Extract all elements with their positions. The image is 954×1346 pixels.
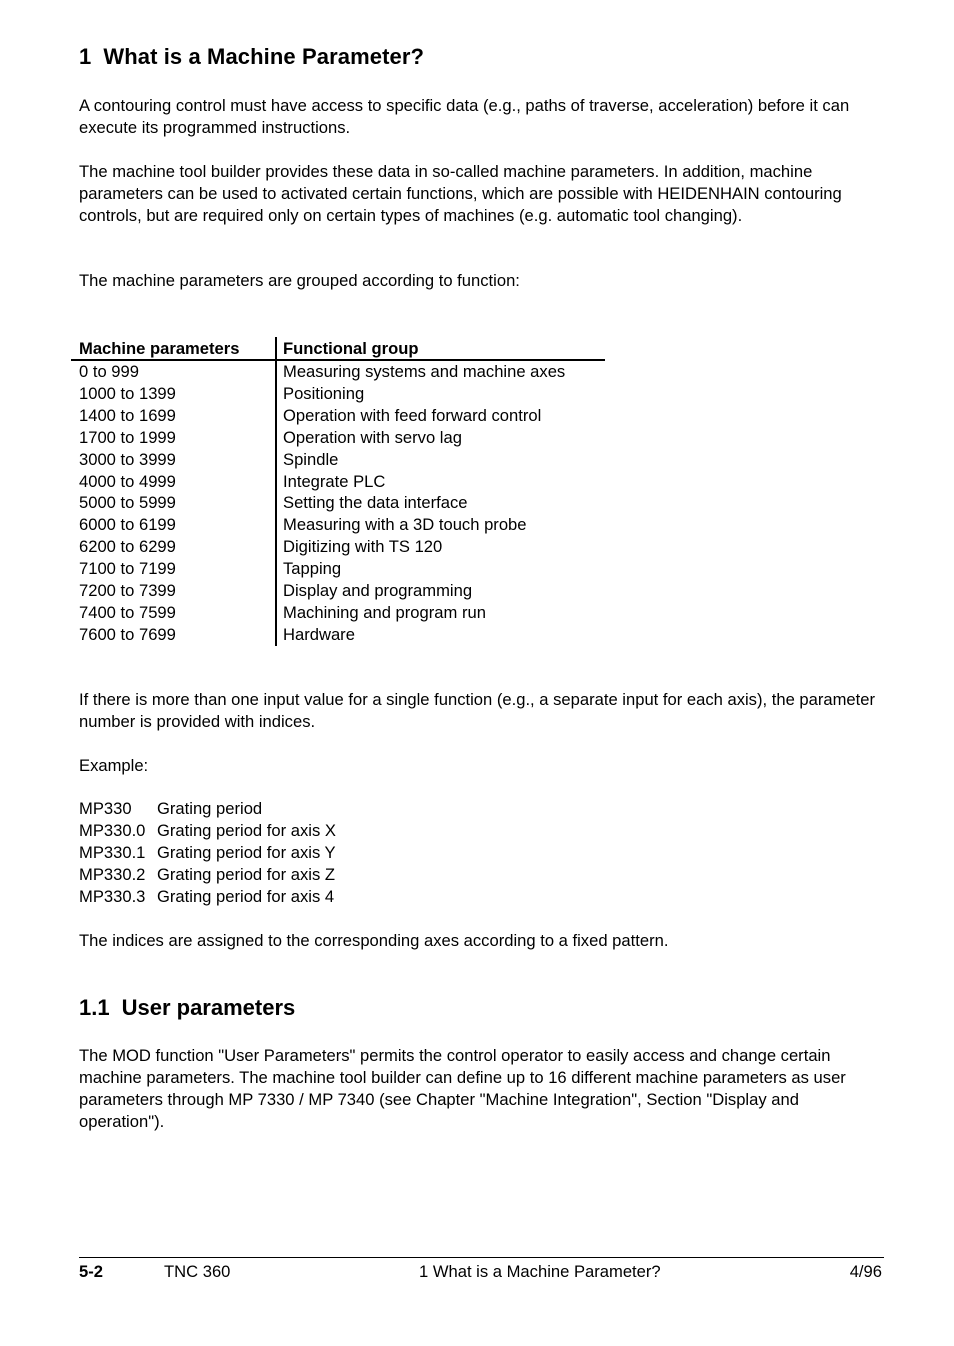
table-header-row <box>71 337 605 360</box>
section-number: 1.1 <box>79 995 110 1020</box>
parameter-range: 6000 to 6199 <box>71 514 276 536</box>
parameter-description: Grating period <box>157 799 263 818</box>
example-row <box>79 886 336 908</box>
functional-group: Positioning <box>283 383 365 403</box>
parameter-code: MP330.3 <box>79 886 146 906</box>
parameter-range: 7400 to 7599 <box>71 602 276 624</box>
page-footer <box>79 1262 884 1284</box>
column-header-parameters: Machine parameters <box>71 337 276 360</box>
table-row <box>71 514 605 536</box>
functional-group: Setting the data interface <box>283 493 468 513</box>
table-row <box>71 471 605 493</box>
parameter-code: MP330.0 <box>79 820 146 840</box>
parameter-description: Grating period for axis Z <box>157 864 335 884</box>
table-row <box>71 624 605 646</box>
parameter-range: 5000 to 5999 <box>71 492 276 514</box>
chapter-number: 1 <box>79 44 92 69</box>
example-list <box>79 798 336 908</box>
table-row <box>71 580 605 602</box>
footer-page-number: 5-2 <box>79 1262 103 1281</box>
parameter-range: 1700 to 1999 <box>71 427 276 449</box>
intro-paragraph-1: A contouring control must have access to specific data (e.g., paths of traverse, acceleration) before it can execute its programmed instructions. <box>79 96 850 137</box>
parameter-range: 4000 to 4999 <box>71 471 276 493</box>
table-row <box>71 405 605 427</box>
functional-group: Integrate PLC <box>283 471 386 491</box>
section-heading <box>79 995 295 1021</box>
parameter-code: MP330.1 <box>79 842 146 862</box>
functional-group: Measuring systems and machine axes <box>283 362 566 381</box>
column-header-group: Functional group <box>276 337 605 360</box>
chapter-title: What is a Machine Parameter? <box>103 44 425 69</box>
footer-model: TNC 360 <box>164 1262 231 1281</box>
section-title: User parameters <box>121 995 296 1020</box>
table-row <box>71 449 605 471</box>
footer-date: 4/96 <box>849 1262 882 1281</box>
example-row <box>79 820 336 842</box>
parameter-range: 0 to 999 <box>71 360 276 383</box>
table-row <box>71 492 605 514</box>
table-row <box>71 558 605 580</box>
indices-note: The indices are assigned to the corresponding axes according to a fixed pattern. <box>79 931 669 950</box>
intro-paragraph-3: The machine parameters are grouped according to function: <box>79 271 520 290</box>
parameter-range: 7600 to 7699 <box>71 624 276 646</box>
example-row <box>79 842 336 864</box>
table-row <box>71 536 605 558</box>
functional-group: Measuring with a 3D touch probe <box>283 515 527 535</box>
table-row <box>71 602 605 624</box>
parameter-range: 6200 to 6299 <box>71 536 276 558</box>
functional-group: Operation with feed forward control <box>283 405 542 425</box>
example-row <box>79 798 336 820</box>
functional-group: Digitizing with TS 120 <box>283 537 443 557</box>
footer-chapter: 1 What is a Machine Parameter? <box>419 1262 661 1281</box>
table-row <box>71 383 605 405</box>
chapter-heading <box>79 44 424 70</box>
parameter-description: Grating period for axis Y <box>157 842 336 862</box>
table-row <box>71 427 605 449</box>
parameter-range: 7100 to 7199 <box>71 558 276 580</box>
footer-divider <box>79 1257 884 1258</box>
intro-paragraph-2: The machine tool builder provides these data in so-called machine parameters. In addition, machine parameters can be used to activated certain functions, which are possible with HEIDENHAIN contouring controls, but are required only on certain types of machines (e.g. automatic tool changing). <box>79 162 842 225</box>
parameter-code: MP330.2 <box>79 864 146 884</box>
example-row <box>79 864 336 886</box>
functional-group: Operation with servo lag <box>283 427 462 447</box>
user-parameters-paragraph: The MOD function "User Parameters" permits the control operator to easily access and change certain machine parameters. The machine tool builder can define up to 16 different machine parameters as user parameters through MP 7330 / MP 7340 (see Chapter "Machine Integration", Section "Display and operation"). <box>79 1046 846 1131</box>
parameter-range: 1400 to 1699 <box>71 405 276 427</box>
functional-group: Display and programming <box>283 581 473 601</box>
parameter-group-table <box>71 337 605 646</box>
functional-group: Machining and program run <box>283 602 486 622</box>
parameter-range: 1000 to 1399 <box>71 383 276 405</box>
parameter-description: Grating period for axis 4 <box>157 886 335 906</box>
parameter-code: MP330 <box>79 799 132 818</box>
functional-group: Spindle <box>283 449 339 469</box>
table-row <box>71 360 605 383</box>
parameter-range: 3000 to 3999 <box>71 449 276 471</box>
parameter-range: 7200 to 7399 <box>71 580 276 602</box>
example-label: Example: <box>79 756 149 775</box>
parameter-description: Grating period for axis X <box>157 820 336 840</box>
functional-group: Tapping <box>283 559 342 579</box>
functional-group: Hardware <box>283 624 355 644</box>
indices-paragraph: If there is more than one input value for a single function (e.g., a separate input for each axis), the parameter number is provided with indices. <box>79 690 876 731</box>
